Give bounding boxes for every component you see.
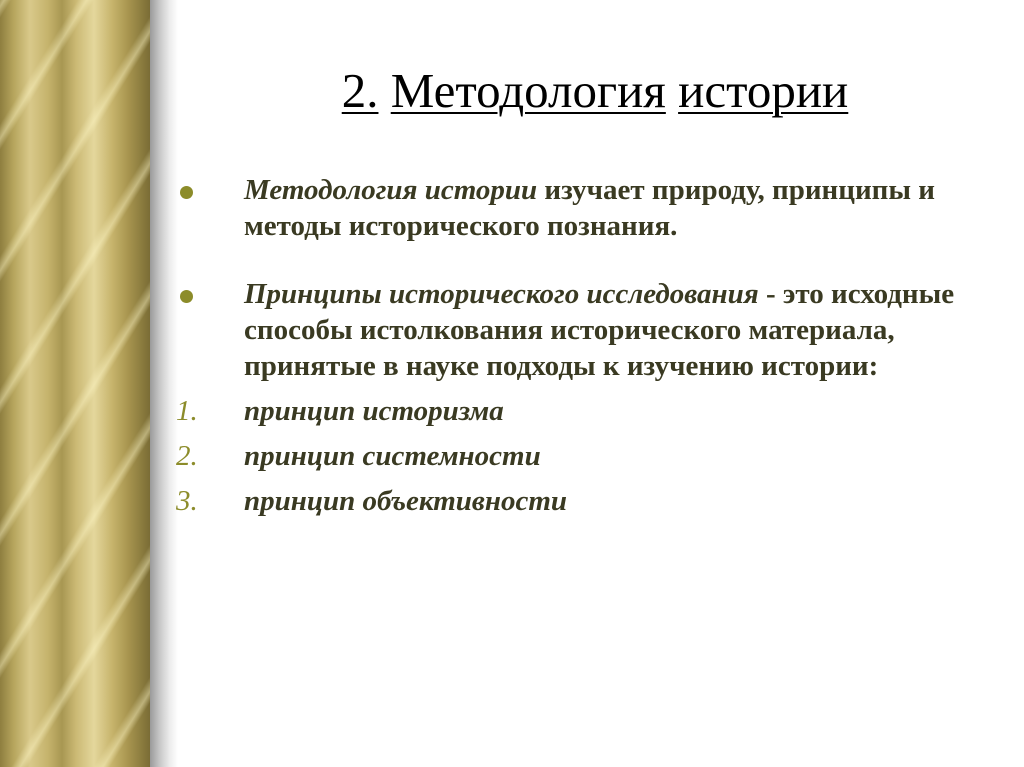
numbered-item bbox=[176, 393, 1006, 429]
item-number: 2. bbox=[176, 440, 198, 472]
slide-body bbox=[176, 172, 1006, 519]
numbered-item-text: принцип объективности bbox=[244, 485, 568, 517]
item-number: 1. bbox=[176, 395, 198, 427]
numbered-item bbox=[176, 483, 1006, 519]
title-word-methodology: Методология bbox=[390, 63, 666, 118]
bullet-text: изучает природу, принципы и методы исторического познания. bbox=[244, 174, 935, 242]
bullet-item bbox=[176, 276, 1006, 384]
item-number: 3. bbox=[176, 485, 198, 517]
bullet-dot-icon bbox=[180, 186, 193, 199]
bullet-item bbox=[176, 172, 1006, 244]
slide-title bbox=[200, 62, 990, 121]
bullet-emphasis: Методология истории bbox=[244, 174, 538, 206]
numbered-item-text: принцип историзма bbox=[244, 395, 504, 427]
bullet-emphasis: Принципы исторического исследования bbox=[244, 278, 759, 310]
numbered-item bbox=[176, 438, 1006, 474]
bullet-dot-icon bbox=[180, 290, 193, 303]
title-number: 2. bbox=[341, 63, 379, 118]
pillar-shadow bbox=[150, 0, 178, 767]
title-word-history: истории bbox=[678, 63, 849, 118]
bullet-text: - это исходные способы истолкования исторического материала, принятые в науке подходы к изучению истории: bbox=[244, 278, 955, 382]
decorative-gold-pillar bbox=[0, 0, 150, 767]
numbered-item-text: принцип системности bbox=[244, 440, 541, 472]
